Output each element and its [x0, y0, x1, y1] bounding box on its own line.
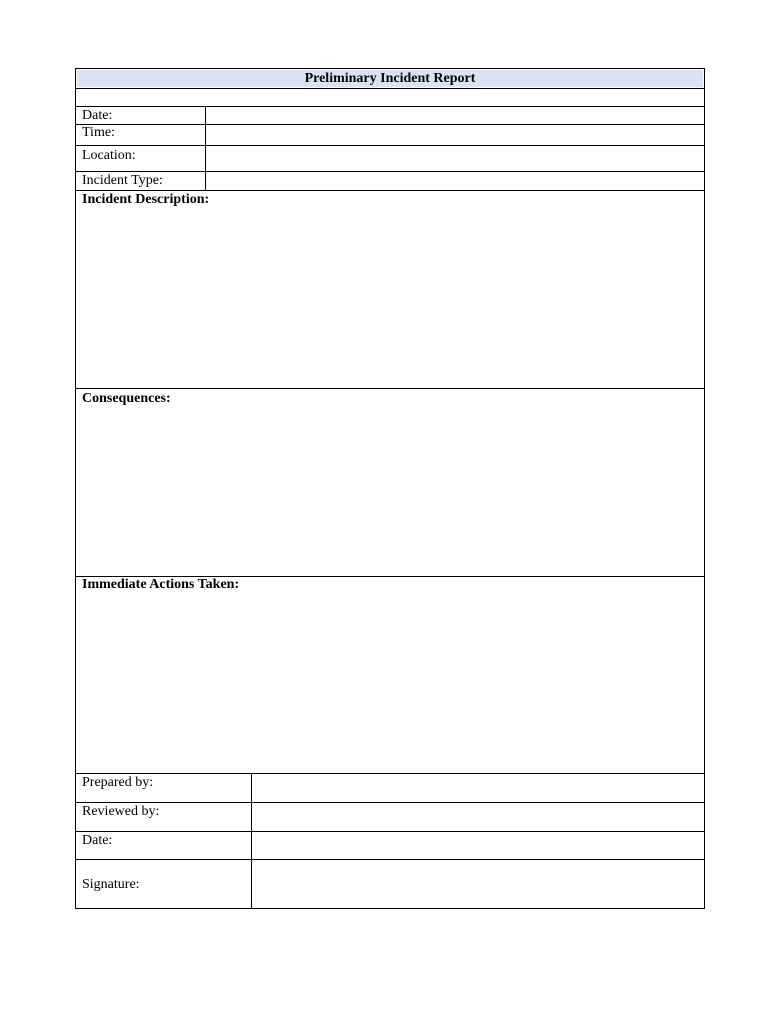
signoff-date-field[interactable] [251, 832, 704, 859]
reviewed-by-row [76, 803, 704, 832]
title-row [76, 69, 704, 89]
time-label: Time: [82, 125, 115, 140]
location-row [76, 146, 704, 172]
reviewed-by-label: Reviewed by: [82, 804, 160, 819]
prepared-by-label: Prepared by: [82, 775, 154, 790]
incident-type-field[interactable] [205, 172, 704, 190]
prepared-by-field[interactable] [251, 774, 704, 802]
incident-description-label: Incident Description: [82, 192, 210, 207]
time-field[interactable] [205, 125, 704, 145]
immediate-actions-label: Immediate Actions Taken: [82, 577, 240, 592]
signoff-date-row [76, 832, 704, 860]
date-field[interactable] [205, 107, 704, 124]
spacer-row [76, 89, 704, 107]
signoff-date-label: Date: [82, 833, 113, 848]
form-title: Preliminary Incident Report [304, 71, 476, 86]
signature-row [76, 860, 704, 908]
reviewed-by-field[interactable] [251, 803, 704, 831]
consequences-label: Consequences: [82, 391, 171, 406]
date-row [76, 107, 704, 125]
signature-label: Signature: [82, 877, 140, 892]
location-field[interactable] [205, 146, 704, 171]
consequences-section[interactable] [76, 389, 704, 577]
incident-description-section[interactable] [76, 191, 704, 389]
immediate-actions-section[interactable] [76, 577, 704, 774]
incident-report-form [75, 68, 705, 909]
signature-field[interactable] [251, 860, 704, 908]
incident-type-label: Incident Type: [82, 173, 163, 188]
location-label: Location: [82, 148, 136, 163]
prepared-by-row [76, 774, 704, 803]
incident-type-row [76, 172, 704, 191]
date-label: Date: [82, 108, 113, 123]
time-row [76, 125, 704, 146]
